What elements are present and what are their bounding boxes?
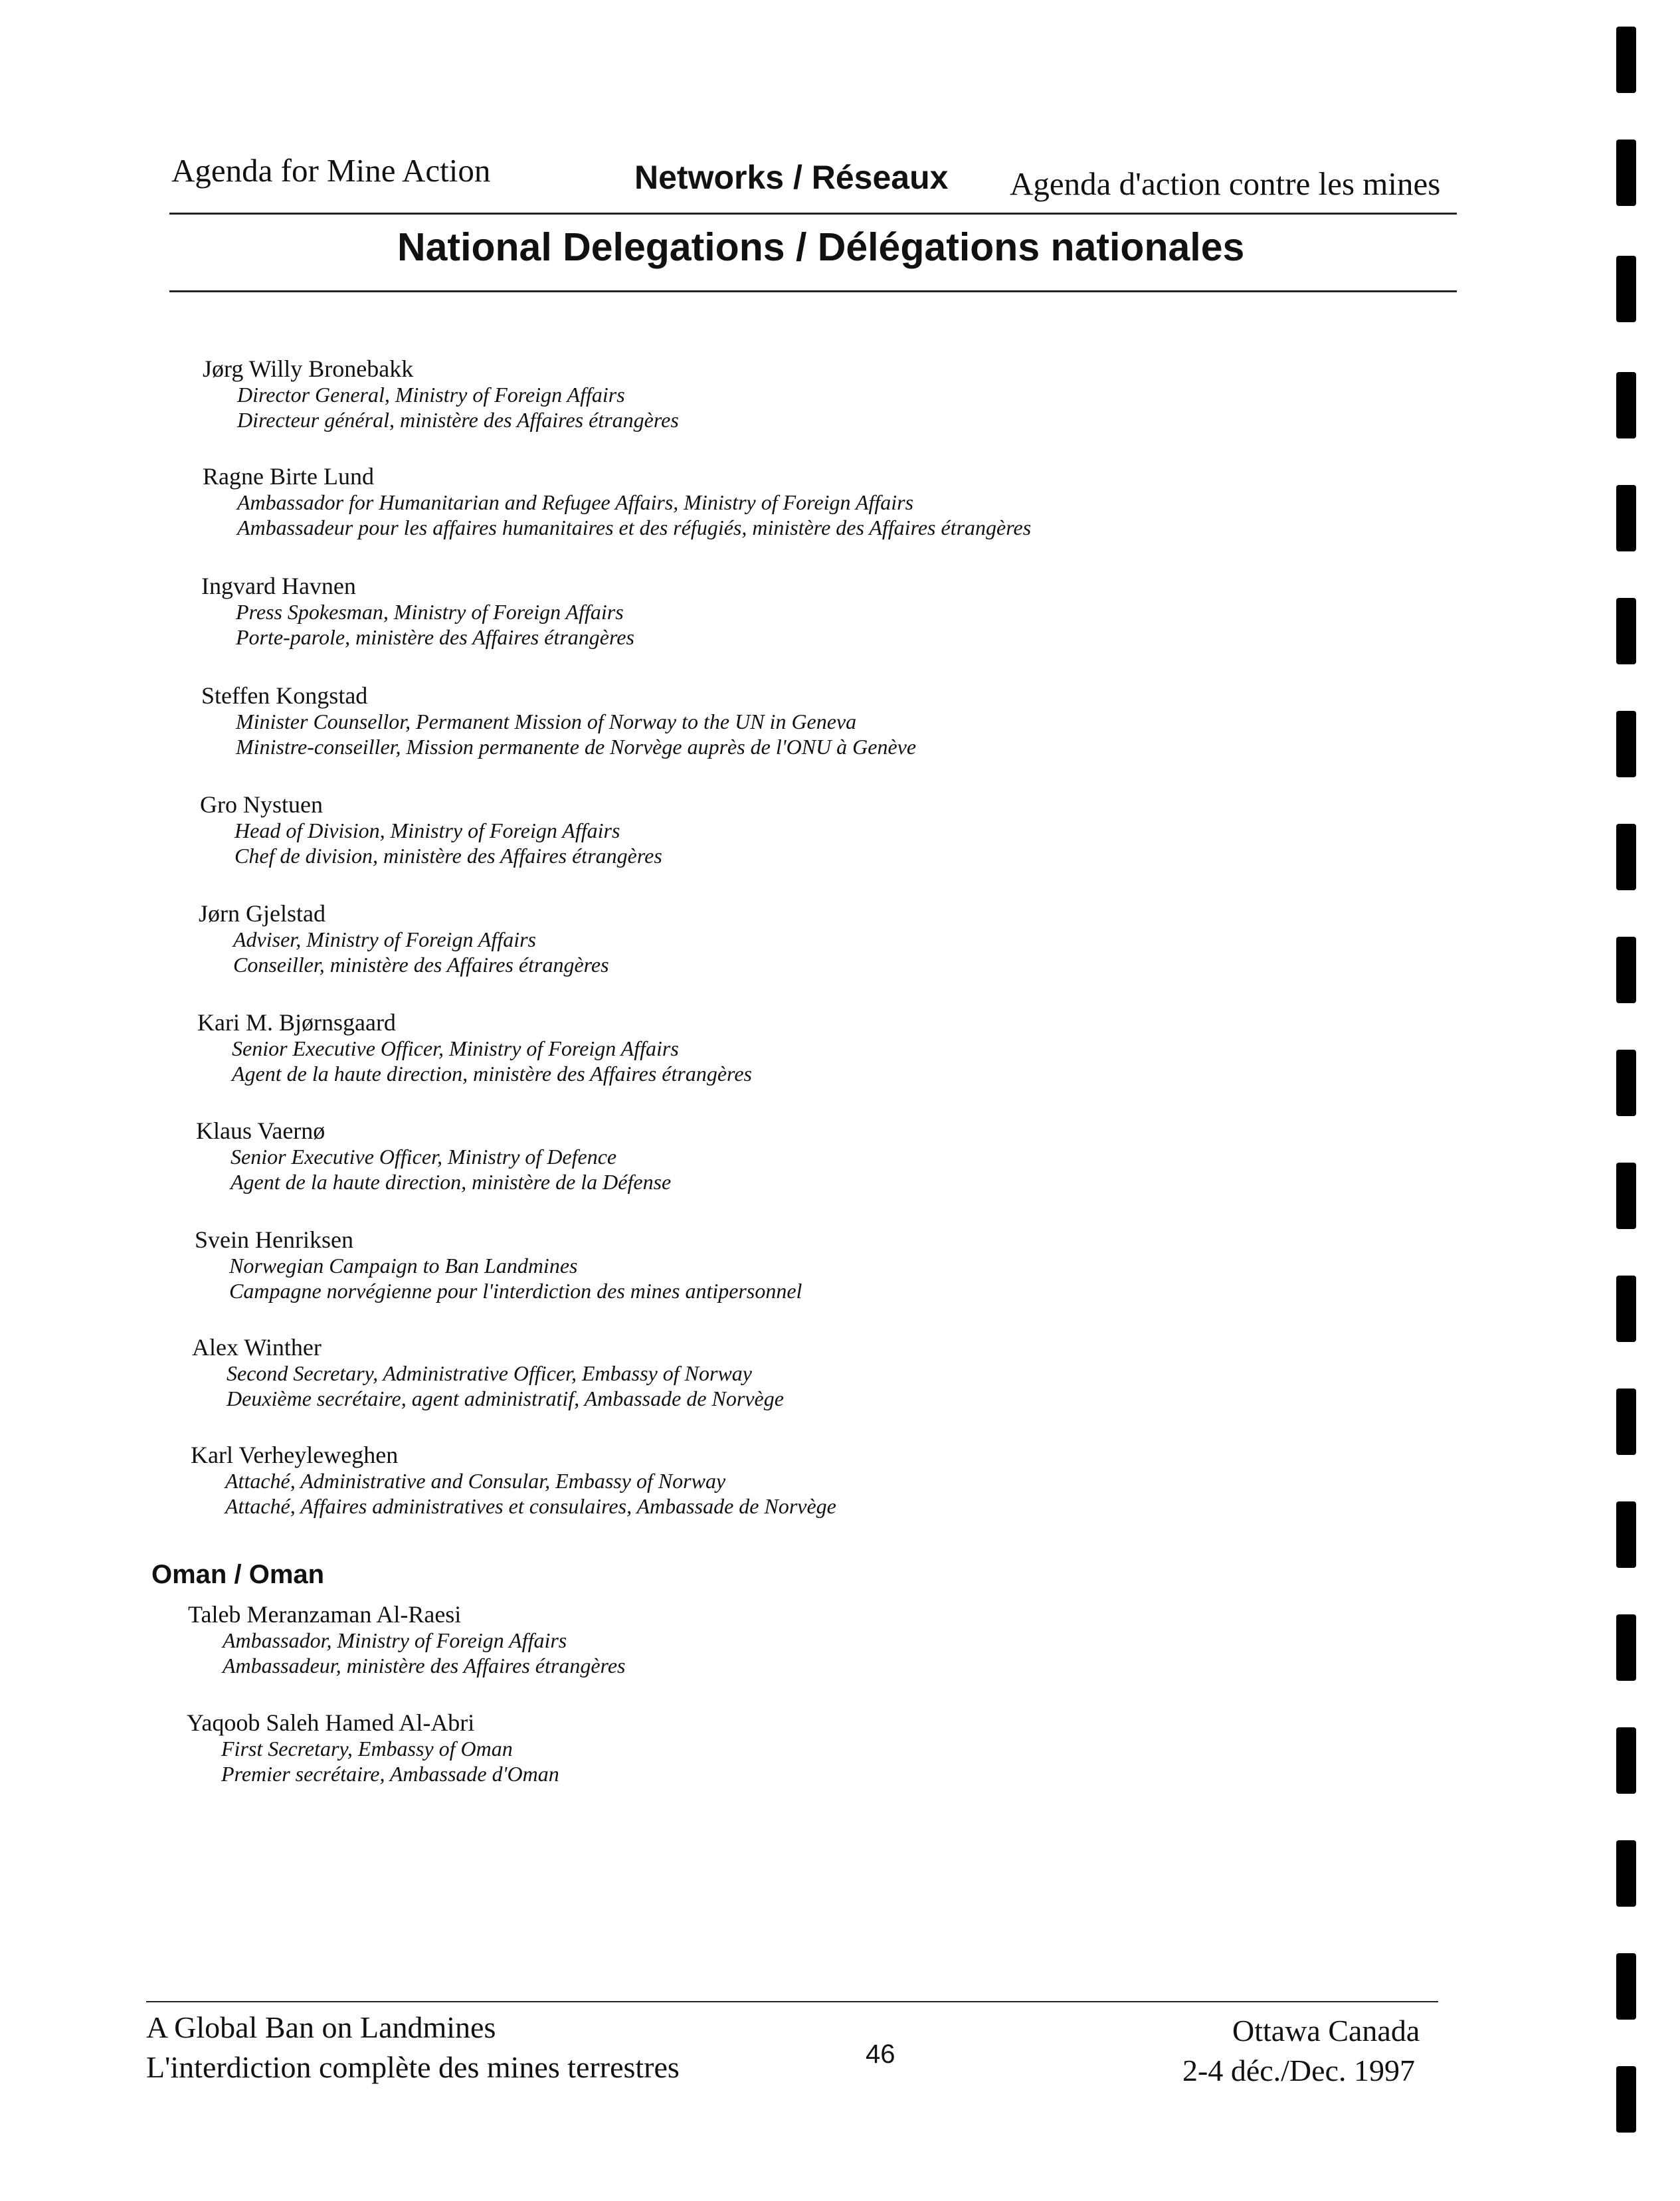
binding-hole-mark	[1616, 256, 1636, 322]
binding-hole-mark	[1616, 27, 1636, 93]
section-heading-oman: Oman / Oman	[151, 1560, 325, 1589]
delegate-entry	[196, 1117, 671, 1195]
delegate-role-en: Second Secretary, Administrative Officer, Embassy of Norway	[227, 1361, 752, 1385]
footer-left-line1: A Global Ban on Landmines	[146, 2010, 496, 2044]
delegate-role-fr: Porte-parole, ministère des Affaires étrangères	[236, 625, 634, 649]
delegate-entry	[188, 1601, 625, 1678]
delegate-entry	[197, 1009, 752, 1086]
binding-hole-mark	[1616, 1388, 1636, 1455]
delegate-role-en: Ambassador, Ministry of Foreign Affairs	[223, 1628, 567, 1652]
delegate-name: Yaqoob Saleh Hamed Al-Abri	[187, 1709, 475, 1736]
delegate-name: Steffen Kongstad	[201, 682, 368, 709]
delegate-entry	[187, 1709, 559, 1786]
binding-hole-mark	[1616, 1840, 1636, 1907]
delegate-name: Jørn Gjelstad	[199, 900, 326, 927]
delegate-role-fr: Agent de la haute direction, ministère de la Défense	[231, 1170, 672, 1194]
binding-hole-mark	[1616, 1163, 1636, 1229]
delegate-role-fr: Deuxième secrétaire, agent administratif, Ambassade de Norvège	[227, 1387, 784, 1410]
delegate-role-en: Attaché, Administrative and Consular, Embassy of Norway	[225, 1469, 726, 1493]
delegate-role-en: Minister Counsellor, Permanent Mission of Norway to the UN in Geneva	[236, 710, 857, 733]
delegate-role-fr: Premier secrétaire, Ambassade d'Oman	[221, 1762, 559, 1786]
delegate-role-en: Director General, Ministry of Foreign Affairs	[237, 383, 625, 407]
delegate-entry	[203, 463, 1031, 540]
binding-hole-mark	[1616, 1953, 1636, 2020]
delegate-role-en: Head of Division, Ministry of Foreign Affairs	[234, 818, 620, 842]
delegate-name: Svein Henriksen	[195, 1226, 353, 1253]
header-rule-bottom	[169, 290, 1457, 292]
delegate-entry	[192, 1334, 784, 1411]
binding-hole-mark	[1616, 1727, 1636, 1794]
delegate-role-fr: Campagne norvégienne pour l'interdiction des mines antipersonnel	[229, 1279, 802, 1303]
delegate-role-en: Senior Executive Officer, Ministry of Foreign Affairs	[232, 1036, 679, 1060]
binding-hole-mark	[1616, 372, 1636, 438]
delegate-role-en: Press Spokesman, Ministry of Foreign Affairs	[236, 600, 624, 624]
delegate-name: Ragne Birte Lund	[203, 463, 374, 490]
delegate-role-en: Ambassador for Humanitarian and Refugee Affairs, Ministry of Foreign Affairs	[237, 490, 914, 514]
delegate-name: Jørg Willy Bronebakk	[203, 355, 414, 382]
binding-hole-mark	[1616, 1501, 1636, 1568]
page-title: National Delegations / Délégations nationales	[397, 225, 1245, 269]
header-rule-top	[169, 213, 1457, 215]
header-right: Agenda d'action contre les mines	[1010, 165, 1441, 202]
delegate-role-fr: Agent de la haute direction, ministère des Affaires étrangères	[232, 1062, 752, 1086]
binding-hole-mark	[1616, 2066, 1636, 2133]
delegate-entry	[199, 900, 609, 977]
delegate-entry	[191, 1442, 836, 1519]
delegate-role-en: Adviser, Ministry of Foreign Affairs	[233, 927, 536, 951]
delegate-name: Klaus Vaernø	[196, 1117, 326, 1144]
binding-hole-mark	[1616, 1614, 1636, 1681]
binding-hole-mark	[1616, 937, 1636, 1003]
delegate-entry	[203, 355, 679, 432]
delegate-role-en: Norwegian Campaign to Ban Landmines	[229, 1254, 578, 1278]
footer-left-line2: L'interdiction complète des mines terrestres	[146, 2050, 680, 2084]
delegate-name: Gro Nystuen	[200, 791, 323, 818]
delegate-entry	[195, 1226, 802, 1303]
delegate-name: Ingvard Havnen	[201, 573, 356, 599]
binding-hole-mark	[1616, 711, 1636, 777]
delegate-name: Karl Verheyleweghen	[191, 1442, 399, 1468]
footer-rule	[146, 2001, 1438, 2002]
binding-hole-mark	[1616, 140, 1636, 206]
delegate-role-en: Senior Executive Officer, Ministry of Defence	[231, 1145, 617, 1169]
header-center: Networks / Réseaux	[634, 159, 949, 196]
binding-hole-mark	[1616, 824, 1636, 890]
delegate-name: Taleb Meranzaman Al-Raesi	[188, 1601, 462, 1628]
delegate-role-fr: Chef de division, ministère des Affaires étrangères	[234, 844, 662, 868]
delegate-role-fr: Ambassadeur pour les affaires humanitaires et des réfugiés, ministère des Affaires étrangères	[237, 516, 1032, 539]
delegate-role-fr: Directeur général, ministère des Affaires étrangères	[237, 408, 679, 432]
footer-right-line2: 2-4 déc./Dec. 1997	[1182, 2054, 1415, 2087]
footer-right-line1: Ottawa Canada	[1232, 2014, 1420, 2048]
delegate-role-en: First Secretary, Embassy of Oman	[221, 1737, 513, 1761]
binding-hole-mark	[1616, 485, 1636, 551]
binding-hole-mark	[1616, 1050, 1636, 1116]
binding-hole-mark	[1616, 598, 1636, 664]
delegate-entry	[200, 791, 662, 868]
header-left: Agenda for Mine Action	[171, 152, 491, 189]
delegate-role-fr: Ambassadeur, ministère des Affaires étrangères	[223, 1654, 626, 1677]
delegate-role-fr: Ministre-conseiller, Mission permanente de Norvège auprès de l'ONU à Genève	[236, 735, 917, 759]
delegate-name: Alex Winther	[192, 1334, 322, 1361]
delegate-name: Kari M. Bjørnsgaard	[197, 1009, 396, 1036]
page-number: 46	[866, 2040, 895, 2069]
delegate-entry	[201, 573, 634, 650]
delegate-role-fr: Attaché, Affaires administratives et consulaires, Ambassade de Norvège	[225, 1494, 836, 1518]
delegate-entry	[201, 682, 916, 759]
delegate-role-fr: Conseiller, ministère des Affaires étrangères	[233, 953, 609, 977]
binding-hole-mark	[1616, 1276, 1636, 1342]
